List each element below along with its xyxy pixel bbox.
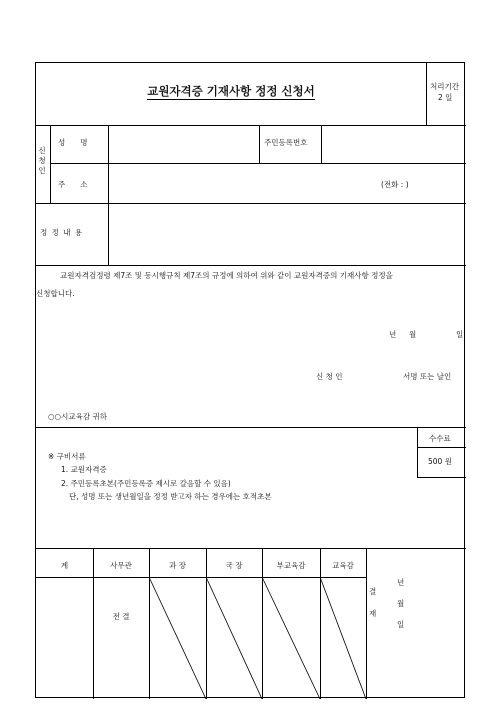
form-title: 교원자격증 기재사항 정정 신청서 [147, 84, 315, 98]
date-day-label: 일 [456, 330, 464, 339]
statement-line-1: 교원자격검정령 제7조 및 동시행규칙 제7조의 규정에 의하여 위와 같이 교원자격증의 기재사항 정정을 [60, 271, 393, 280]
signature-sign-label: 서명 또는 날인 [403, 372, 452, 381]
approval-date-year: 년 [397, 578, 405, 587]
fee-value: 500 원 [428, 457, 452, 466]
approval-header-staff: 계 [60, 561, 69, 570]
addressee: ○○시교육감 귀하 [48, 412, 107, 421]
approval-header-section-chief: 과 장 [169, 561, 186, 570]
approval-date-day: 일 [397, 620, 405, 629]
applicant-group-label: 신청인 [38, 146, 46, 175]
approval-header-superintendent: 교육감 [332, 561, 354, 570]
documents-item-3: 단, 성명 또는 생년월일을 정정 받고자 하는 경우에는 호적초본 [69, 492, 272, 501]
documents-item-2: 2. 주민등록초본(주민등록증 제시로 갈음할 수 있음) [61, 479, 231, 488]
approval-side-label-top: 결 [369, 587, 377, 596]
processing-period-value: 2 일 [438, 93, 453, 102]
phone-label: (전화 : ) [381, 180, 409, 189]
fee-label: 수수료 [429, 434, 451, 443]
date-year-label: 년 [389, 330, 397, 339]
statement-line-2: 신청합니다. [36, 289, 75, 298]
address-label: 주 소 [58, 180, 88, 189]
approval-header-deputy-superintendent: 부교육감 [276, 561, 306, 570]
correction-label: 정 정 내 용 [40, 228, 84, 237]
approval-delegated-label: 전 결 [112, 612, 130, 621]
approval-header-officer: 사무관 [110, 561, 132, 570]
documents-heading: ※ 구비서류 [48, 452, 86, 461]
documents-item-1: 1. 교원자격증 [61, 465, 107, 474]
signature-applicant-label: 신 청 인 [316, 372, 343, 381]
resident-id-label: 주민등록번호 [264, 138, 308, 147]
approval-side-label-bottom: 재 [369, 609, 377, 618]
approval-header-bureau-chief: 국 장 [225, 561, 243, 570]
name-label: 성 명 [58, 138, 88, 147]
approval-date-month: 월 [397, 599, 405, 608]
date-month-label: 월 [409, 330, 417, 339]
processing-period-label: 처리기간 [430, 82, 459, 91]
application-form [35, 62, 465, 698]
